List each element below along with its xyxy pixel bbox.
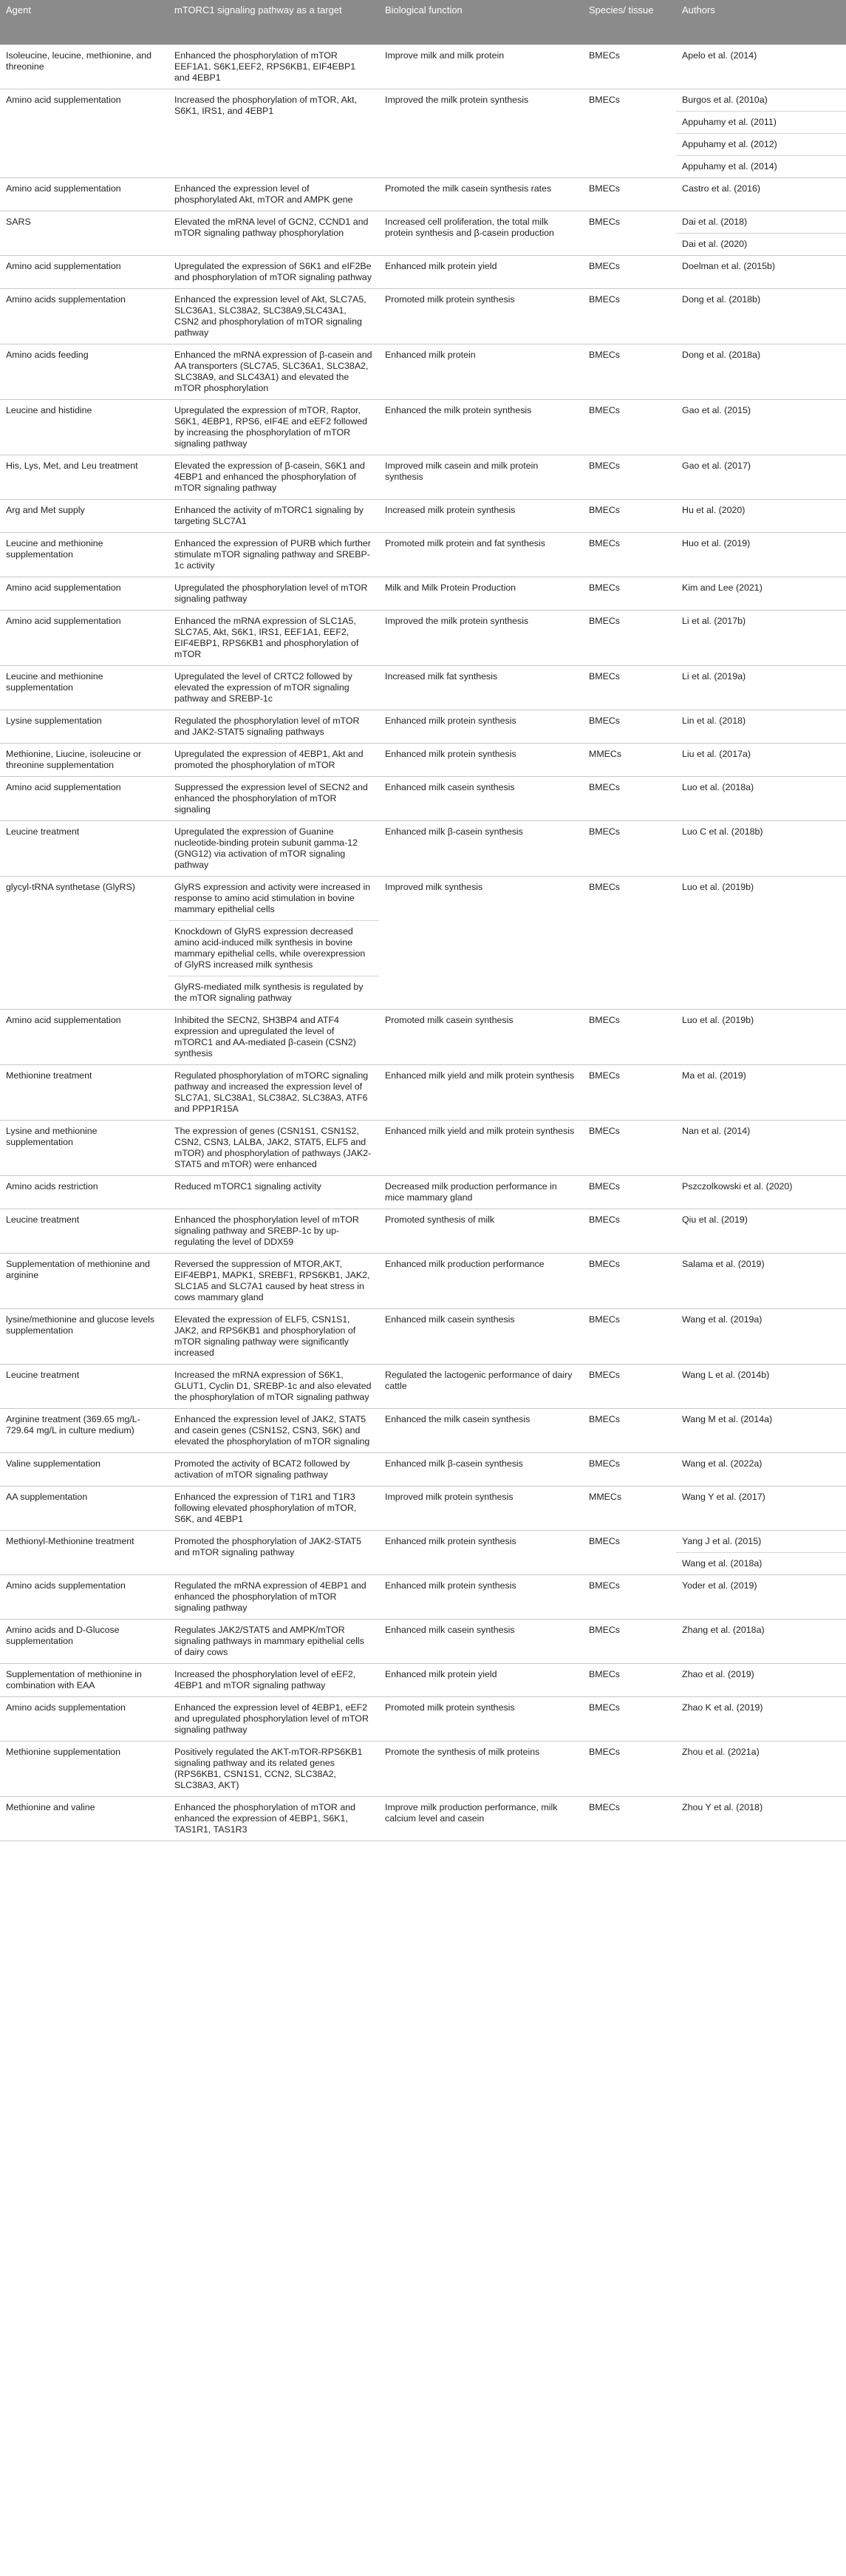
function-cell: Increased milk fat synthesis xyxy=(379,666,583,710)
function-cell: Promoted milk casein synthesis xyxy=(379,1010,583,1065)
header-species-tissue: Species/ tissue xyxy=(583,0,676,45)
header-mtorc1-target: mTORC1 signaling pathway as a target xyxy=(168,0,379,45)
table-row xyxy=(0,1697,846,1741)
species-cell: BMECs xyxy=(583,1365,676,1409)
table-row xyxy=(0,455,846,500)
authors-cell: Li et al. (2017b) xyxy=(676,611,846,666)
authors-cell: Salama et al. (2019) xyxy=(676,1254,846,1309)
target-cell: Enhanced the phosphorylation level of mTOR signaling pathway and SREBP-1c by up-regulating the level of DDX59 xyxy=(168,1209,379,1254)
target-cell: Upregulated the expression of Guanine nucleotide-binding protein subunit gamma-12 (GNG12) via activation of mTOR signaling pathway xyxy=(168,821,379,877)
agent-cell: Amino acid supplementation xyxy=(0,611,168,666)
agent-cell: Methionine and valine xyxy=(0,1797,168,1841)
agent-cell: Amino acids supplementation xyxy=(0,1697,168,1741)
agent-cell: Amino acids feeding xyxy=(0,344,168,400)
target-cell: Elevated the expression of β-casein, S6K1 and 4EBP1 and enhanced the phosphorylation of mTOR signaling pathway xyxy=(168,455,379,500)
table-body xyxy=(0,45,846,1841)
target-cell: Enhanced the expression level of JAK2, STAT5 and casein genes (CSN1S2, CSN3, S6K) and elevated the phosphorylation of mTOR signaling xyxy=(168,1409,379,1453)
function-cell: Promoted synthesis of milk xyxy=(379,1209,583,1254)
table-row xyxy=(0,500,846,533)
function-cell: Enhanced milk β-casein synthesis xyxy=(379,1453,583,1486)
species-cell: BMECs xyxy=(583,1309,676,1365)
target-cell: Elevated the mRNA level of GCN2, CCND1 and mTOR signaling pathway phosphorylation xyxy=(168,211,379,256)
target-cell: Increased the phosphorylation level of eEF2, 4EBP1 and mTOR signaling pathway xyxy=(168,1664,379,1697)
authors-cell: Zhao et al. (2019) xyxy=(676,1664,846,1697)
table-row xyxy=(0,344,846,400)
function-cell: Enhanced milk casein synthesis xyxy=(379,777,583,821)
target-cell: Upregulated the level of CRTC2 followed by elevated the expression of mTOR signaling pathway and SREBP-1c xyxy=(168,666,379,710)
function-cell: Enhanced milk casein synthesis xyxy=(379,1309,583,1365)
species-cell: BMECs xyxy=(583,178,676,211)
table-row xyxy=(0,1620,846,1664)
authors-cell: Hu et al. (2020) xyxy=(676,500,846,533)
target-cell: Suppressed the expression level of SECN2 and enhanced the phosphorylation of mTOR signaling xyxy=(168,777,379,821)
agent-cell: Leucine treatment xyxy=(0,1209,168,1254)
authors-cell: Burgos et al. (2010a) xyxy=(676,89,846,112)
function-cell: Improved milk protein synthesis xyxy=(379,1486,583,1531)
header-authors: Authors xyxy=(676,0,846,45)
function-cell: Promoted the milk casein synthesis rates xyxy=(379,178,583,211)
table-row xyxy=(0,1575,846,1620)
agent-cell: Methionine treatment xyxy=(0,1065,168,1121)
function-cell: Improve milk and milk protein xyxy=(379,45,583,89)
table-row xyxy=(0,45,846,89)
function-cell: Milk and Milk Protein Production xyxy=(379,577,583,611)
function-cell: Enhanced the milk protein synthesis xyxy=(379,400,583,455)
agent-cell: Leucine treatment xyxy=(0,821,168,877)
species-cell: BMECs xyxy=(583,455,676,500)
species-cell: BMECs xyxy=(583,1697,676,1741)
target-cell: Regulated the phosphorylation level of mTOR and JAK2-STAT5 signaling pathways xyxy=(168,710,379,744)
target-cell: Enhanced the phosphorylation of mTOR EEF1A1, S6K1,EEF2, RPS6KB1, EIF4EBP1 and 4EBP1 xyxy=(168,45,379,89)
authors-cell: Luo et al. (2019b) xyxy=(676,877,846,1010)
agent-cell: Amino acid supplementation xyxy=(0,256,168,289)
species-cell: BMECs xyxy=(583,1254,676,1309)
function-cell: Enhanced milk protein xyxy=(379,344,583,400)
target-cell: Regulates JAK2/STAT5 and AMPK/mTOR signaling pathways in mammary epithelial cells of dairy cows xyxy=(168,1620,379,1664)
agent-cell: Amino acids supplementation xyxy=(0,1575,168,1620)
table-row xyxy=(0,1453,846,1486)
function-cell: Enhanced milk protein yield xyxy=(379,256,583,289)
target-cell: Enhanced the expression of T1R1 and T1R3 following elevated phosphorylation of mTOR, S6K, and 4EBP1 xyxy=(168,1486,379,1531)
target-cell: Increased the phosphorylation of mTOR, Akt, S6K1, IRS1, and 4EBP1 xyxy=(168,89,379,178)
authors-cell: Li et al. (2019a) xyxy=(676,666,846,710)
authors-cell: Pszczolkowski et al. (2020) xyxy=(676,1176,846,1209)
function-cell: Enhanced milk yield and milk protein synthesis xyxy=(379,1121,583,1176)
target-cell: Enhanced the activity of mTORC1 signaling by targeting SLC7A1 xyxy=(168,500,379,533)
table-row xyxy=(0,821,846,877)
function-cell: Enhanced milk production performance xyxy=(379,1254,583,1309)
authors-cell: Kim and Lee (2021) xyxy=(676,577,846,611)
agent-cell: Amino acid supplementation xyxy=(0,89,168,178)
species-cell: BMECs xyxy=(583,877,676,1010)
table-row xyxy=(0,577,846,611)
species-cell: BMECs xyxy=(583,611,676,666)
agent-cell: Leucine and methionine supplementation xyxy=(0,666,168,710)
species-cell: BMECs xyxy=(583,45,676,89)
species-cell: BMECs xyxy=(583,289,676,344)
species-cell: BMECs xyxy=(583,1176,676,1209)
table-header-row xyxy=(0,0,846,45)
target-cell: Inhibited the SECN2, SH3BP4 and ATF4 expression and upregulated the level of mTORC1 and AA-mediated β-casein (CSN2) synthesis xyxy=(168,1010,379,1065)
function-cell: Increased milk protein synthesis xyxy=(379,500,583,533)
target-cell: Enhanced the expression of PURB which further stimulate mTOR signaling pathway and SREBP-1c activity xyxy=(168,533,379,577)
function-cell: Decreased milk production performance in mice mammary gland xyxy=(379,1176,583,1209)
agent-cell: Methionyl-Methionine treatment xyxy=(0,1531,168,1575)
table-row xyxy=(0,1121,846,1176)
target-cell: Enhanced the expression level of 4EBP1, eEF2 and upregulated phosphorylation level of mTOR signaling pathway xyxy=(168,1697,379,1741)
agent-cell: Supplementation of methionine in combination with EAA xyxy=(0,1664,168,1697)
species-cell: BMECs xyxy=(583,1409,676,1453)
target-cell: Enhanced the phosphorylation of mTOR and enhanced the expression of 4EBP1, S6K1, TAS1R1, TAS1R3 xyxy=(168,1797,379,1841)
table-row xyxy=(0,1486,846,1531)
authors-cell: Wang L et al. (2014b) xyxy=(676,1365,846,1409)
target-cell: Enhanced the expression level of Akt, SLC7A5, SLC36A1, SLC38A2, SLC38A9,SLC43A1, CSN2 and phosphorylation of mTOR signaling pathway xyxy=(168,289,379,344)
target-cell: Increased the mRNA expression of S6K1, GLUT1, Cyclin D1, SREBP-1c and also elevated the phosphorylation of mTOR signaling pathway xyxy=(168,1365,379,1409)
authors-cell: Wang et al. (2019a) xyxy=(676,1309,846,1365)
species-cell: BMECs xyxy=(583,1575,676,1620)
function-cell: Improved the milk protein synthesis xyxy=(379,611,583,666)
agent-cell: Amino acid supplementation xyxy=(0,577,168,611)
agent-cell: Arg and Met supply xyxy=(0,500,168,533)
target-cell: Reversed the suppression of MTOR,AKT, EIF4EBP1, MAPK1, SREBF1, RPS6KB1, JAK2, SLC1A5 and SLC7A1 caused by heat stress in cows mammary gland xyxy=(168,1254,379,1309)
authors-cell: Zhang et al. (2018a) xyxy=(676,1620,846,1664)
table-row xyxy=(0,400,846,455)
function-cell: Promoted milk protein and fat synthesis xyxy=(379,533,583,577)
target-cell: Upregulated the expression of S6K1 and eIF2Be and phosphorylation of mTOR signaling pathway xyxy=(168,256,379,289)
table-row xyxy=(0,289,846,344)
agent-cell: Amino acids and D-Glucose supplementation xyxy=(0,1620,168,1664)
species-cell: MMECs xyxy=(583,744,676,777)
table-row xyxy=(0,1309,846,1365)
authors-cell: Zhou Y et al. (2018) xyxy=(676,1797,846,1841)
authors-cell: Zhou et al. (2021a) xyxy=(676,1741,846,1797)
target-cell: Regulated the mRNA expression of 4EBP1 and enhanced the phosphorylation of mTOR signaling pathway xyxy=(168,1575,379,1620)
target-cell: Positively regulated the AKT-mTOR-RPS6KB1 signaling pathway and its related genes (RPS6KB1, CSN1S1, CCN2, SLC38A2, SLC38A3, AKT) xyxy=(168,1741,379,1797)
function-cell: Enhanced milk protein synthesis xyxy=(379,1531,583,1575)
authors-cell: Dai et al. (2018) xyxy=(676,211,846,234)
header-biological-function: Biological function xyxy=(379,0,583,45)
species-cell: BMECs xyxy=(583,577,676,611)
function-cell: Enhanced milk yield and milk protein synthesis xyxy=(379,1065,583,1121)
authors-cell: Luo et al. (2019b) xyxy=(676,1010,846,1065)
species-cell: BMECs xyxy=(583,500,676,533)
authors-cell: Zhao K et al. (2019) xyxy=(676,1697,846,1741)
authors-cell: Castro et al. (2016) xyxy=(676,178,846,211)
target-cell: Promoted the phosphorylation of JAK2-STAT5 and mTOR signaling pathway xyxy=(168,1531,379,1575)
target-cell: Knockdown of GlyRS expression decreased amino acid-induced milk synthesis in bovine mammary epithelial cells, while overexpression of GlyRS increased milk synthesis xyxy=(168,921,379,976)
table-row xyxy=(0,1409,846,1453)
function-cell: Enhanced milk casein synthesis xyxy=(379,1620,583,1664)
authors-cell: Wang et al. (2018a) xyxy=(676,1553,846,1575)
table-row xyxy=(0,1209,846,1254)
authors-cell: Luo et al. (2018a) xyxy=(676,777,846,821)
authors-cell: Wang Y et al. (2017) xyxy=(676,1486,846,1531)
table-row xyxy=(0,710,846,744)
authors-cell: Nan et al. (2014) xyxy=(676,1121,846,1176)
function-cell: Promoted milk protein synthesis xyxy=(379,289,583,344)
target-cell: Enhanced the expression level of phosphorylated Akt, mTOR and AMPK gene xyxy=(168,178,379,211)
species-cell: BMECs xyxy=(583,400,676,455)
agent-cell: Leucine and histidine xyxy=(0,400,168,455)
authors-cell: Appuhamy et al. (2011) xyxy=(676,112,846,134)
authors-cell: Gao et al. (2017) xyxy=(676,455,846,500)
table-row xyxy=(0,777,846,821)
function-cell: Enhanced milk protein synthesis xyxy=(379,1575,583,1620)
species-cell: BMECs xyxy=(583,89,676,178)
species-cell: BMECs xyxy=(583,1453,676,1486)
authors-cell: Ma et al. (2019) xyxy=(676,1065,846,1121)
target-cell: GlyRS-mediated milk synthesis is regulated by the mTOR signaling pathway xyxy=(168,976,379,1010)
authors-cell: Apelo et al. (2014) xyxy=(676,45,846,89)
table-row xyxy=(0,256,846,289)
agent-cell: Amino acid supplementation xyxy=(0,178,168,211)
species-cell: BMECs xyxy=(583,1797,676,1841)
species-cell: BMECs xyxy=(583,211,676,256)
authors-cell: Qiu et al. (2019) xyxy=(676,1209,846,1254)
table-row xyxy=(0,1531,846,1553)
agent-cell: glycyl-tRNA synthetase (GlyRS) xyxy=(0,877,168,1010)
function-cell: Enhanced milk protein synthesis xyxy=(379,710,583,744)
authors-cell: Dong et al. (2018a) xyxy=(676,344,846,400)
table-row xyxy=(0,1741,846,1797)
table-row xyxy=(0,1010,846,1065)
table-row xyxy=(0,877,846,921)
table-row xyxy=(0,1176,846,1209)
table-row xyxy=(0,1664,846,1697)
authors-cell: Yoder et al. (2019) xyxy=(676,1575,846,1620)
function-cell: Improved milk synthesis xyxy=(379,877,583,1010)
function-cell: Improved milk casein and milk protein synthesis xyxy=(379,455,583,500)
authors-cell: Yang J et al. (2015) xyxy=(676,1531,846,1553)
species-cell: BMECs xyxy=(583,821,676,877)
table-row xyxy=(0,178,846,211)
agent-cell: His, Lys, Met, and Leu treatment xyxy=(0,455,168,500)
authors-cell: Gao et al. (2015) xyxy=(676,400,846,455)
agent-cell: Arginine treatment (369.65 mg/L-729.64 mg/L in culture medium) xyxy=(0,1409,168,1453)
authors-cell: Wang et al. (2022a) xyxy=(676,1453,846,1486)
function-cell: Enhanced milk β-casein synthesis xyxy=(379,821,583,877)
agent-cell: Amino acids supplementation xyxy=(0,289,168,344)
authors-cell: Dai et al. (2020) xyxy=(676,234,846,256)
species-cell: BMECs xyxy=(583,1065,676,1121)
table-row xyxy=(0,611,846,666)
authors-cell: Huo et al. (2019) xyxy=(676,533,846,577)
authors-cell: Appuhamy et al. (2012) xyxy=(676,134,846,156)
species-cell: BMECs xyxy=(583,1531,676,1575)
table-row xyxy=(0,744,846,777)
agent-cell: AA supplementation xyxy=(0,1486,168,1531)
target-cell: Reduced mTORC1 signaling activity xyxy=(168,1176,379,1209)
target-cell: Enhanced the mRNA expression of β-casein and AA transporters (SLC7A5, SLC36A1, SLC38A2, SLC38A9, and SLC43A1) and elevated the mTOR phosphorylation xyxy=(168,344,379,400)
function-cell: Improved the milk protein synthesis xyxy=(379,89,583,178)
table-row xyxy=(0,89,846,112)
agent-cell: Lysine and methionine supplementation xyxy=(0,1121,168,1176)
species-cell: BMECs xyxy=(583,256,676,289)
function-cell: Improve milk production performance, milk calcium level and casein xyxy=(379,1797,583,1841)
function-cell: Enhanced milk protein synthesis xyxy=(379,744,583,777)
species-cell: MMECs xyxy=(583,1486,676,1531)
agent-cell: lysine/methionine and glucose levels supplementation xyxy=(0,1309,168,1365)
table-row xyxy=(0,211,846,234)
agent-cell: Isoleucine, leucine, methionine, and threonine xyxy=(0,45,168,89)
species-cell: BMECs xyxy=(583,666,676,710)
authors-cell: Dong et al. (2018b) xyxy=(676,289,846,344)
agent-cell: Leucine and methionine supplementation xyxy=(0,533,168,577)
function-cell: Enhanced the milk casein synthesis xyxy=(379,1409,583,1453)
target-cell: Enhanced the mRNA expression of SLC1A5, SLC7A5, Akt, S6K1, IRS1, EEF1A1, EEF2, EIF4EBP1, RPS6KB1 and phosphorylation of mTOR xyxy=(168,611,379,666)
agent-cell: Leucine treatment xyxy=(0,1365,168,1409)
target-cell: GlyRS expression and activity were increased in response to amino acid stimulation in bovine mammary epithelial cells xyxy=(168,877,379,921)
function-cell: Regulated the lactogenic performance of dairy cattle xyxy=(379,1365,583,1409)
target-cell: Promoted the activity of BCAT2 followed by activation of mTOR signaling pathway xyxy=(168,1453,379,1486)
agent-cell: Methionine, Liucine, isoleucine or threonine supplementation xyxy=(0,744,168,777)
authors-cell: Luo C et al. (2018b) xyxy=(676,821,846,877)
species-cell: BMECs xyxy=(583,710,676,744)
target-cell: Upregulated the expression of 4EBP1, Akt and promoted the phosphorylation of mTOR xyxy=(168,744,379,777)
target-cell: Upregulated the expression of mTOR, Raptor, S6K1, 4EBP1, RPS6, eIF4E and eEF2 followed by increasing the phosphorylation of mTOR signaling pathway xyxy=(168,400,379,455)
species-cell: BMECs xyxy=(583,1664,676,1697)
function-cell: Enhanced milk protein yield xyxy=(379,1664,583,1697)
agent-cell: Amino acids restriction xyxy=(0,1176,168,1209)
species-cell: BMECs xyxy=(583,1121,676,1176)
header-agent: Agent xyxy=(0,0,168,45)
target-cell: The expression of genes (CSN1S1, CSN1S2, CSN2, CSN3, LALBA, JAK2, STAT5, ELF5 and mTOR) and phosphorylation of pathways (JAK2-STAT5 and mTOR) were enhanced xyxy=(168,1121,379,1176)
table-row xyxy=(0,1797,846,1841)
function-cell: Increased cell proliferation, the total milk protein synthesis and β-casein production xyxy=(379,211,583,256)
agent-cell: Amino acid supplementation xyxy=(0,777,168,821)
species-cell: BMECs xyxy=(583,1010,676,1065)
authors-cell: Lin et al. (2018) xyxy=(676,710,846,744)
agent-cell: Valine supplementation xyxy=(0,1453,168,1486)
agent-cell: SARS xyxy=(0,211,168,256)
authors-cell: Wang M et al. (2014a) xyxy=(676,1409,846,1453)
agent-cell: Supplementation of methionine and arginine xyxy=(0,1254,168,1309)
agent-cell: Methionine supplementation xyxy=(0,1741,168,1797)
species-cell: BMECs xyxy=(583,533,676,577)
authors-cell: Appuhamy et al. (2014) xyxy=(676,156,846,178)
species-cell: BMECs xyxy=(583,344,676,400)
authors-cell: Liu et al. (2017a) xyxy=(676,744,846,777)
target-cell: Regulated phosphorylation of mTORC signaling pathway and increased the expression level of SLC7A1, SLC38A1, SLC38A2, SLC38A3, ATF6 and PPP1R15A xyxy=(168,1065,379,1121)
function-cell: Promoted milk protein synthesis xyxy=(379,1697,583,1741)
table-row xyxy=(0,533,846,577)
table-row xyxy=(0,1365,846,1409)
authors-cell: Doelman et al. (2015b) xyxy=(676,256,846,289)
table-row xyxy=(0,1065,846,1121)
species-cell: BMECs xyxy=(583,1741,676,1797)
function-cell: Promote the synthesis of milk proteins xyxy=(379,1741,583,1797)
table-row xyxy=(0,1254,846,1309)
target-cell: Elevated the expression of ELF5, CSN1S1, JAK2, and RPS6KB1 and phosphorylation of mTOR signaling pathway were significantly increased xyxy=(168,1309,379,1365)
target-cell: Upregulated the phosphorylation level of mTOR signaling pathway xyxy=(168,577,379,611)
agent-cell: Lysine supplementation xyxy=(0,710,168,744)
species-cell: BMECs xyxy=(583,777,676,821)
species-cell: BMECs xyxy=(583,1620,676,1664)
agent-cell: Amino acid supplementation xyxy=(0,1010,168,1065)
species-cell: BMECs xyxy=(583,1209,676,1254)
table-row xyxy=(0,666,846,710)
